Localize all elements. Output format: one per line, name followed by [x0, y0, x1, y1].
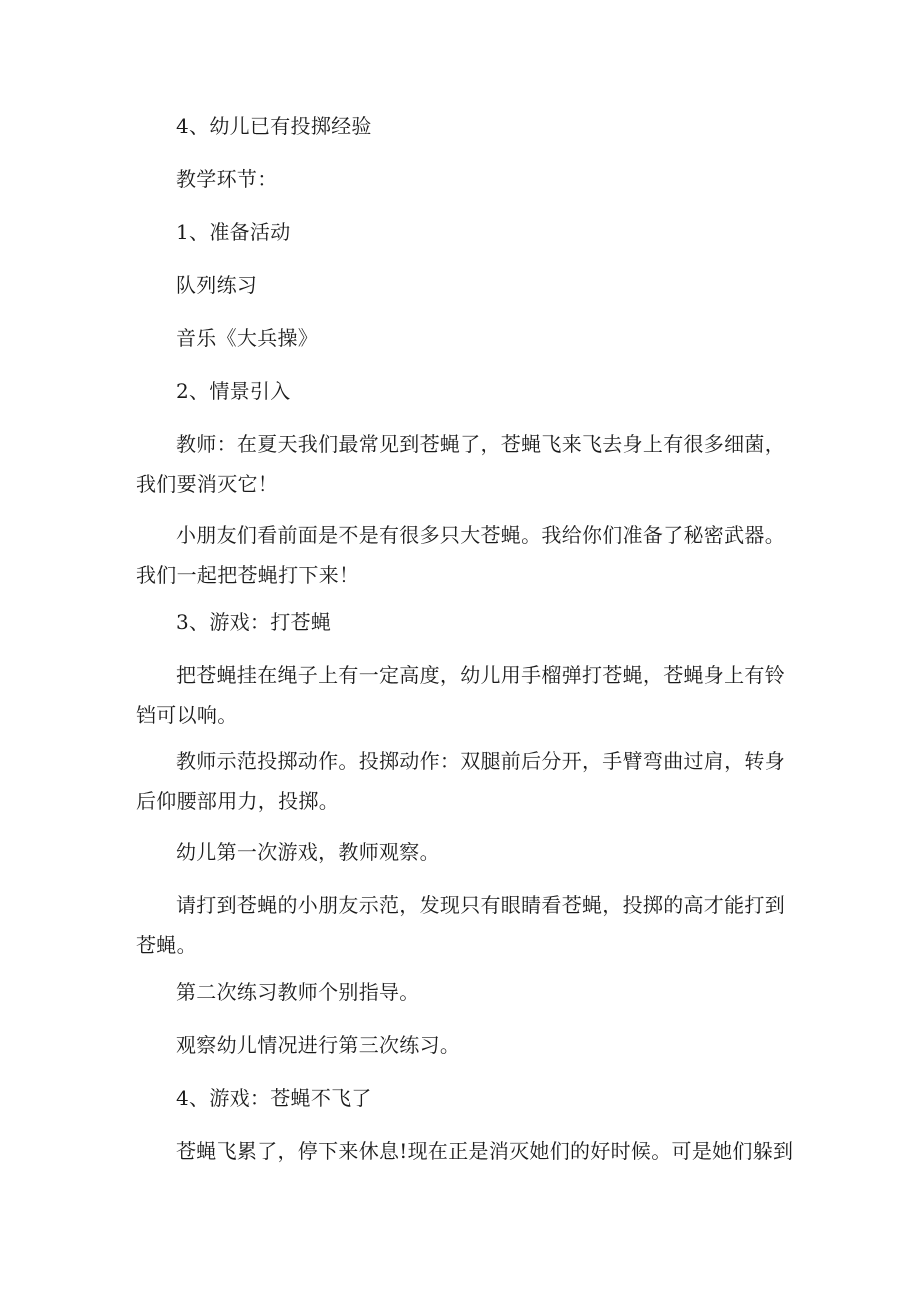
paragraph-flies-tired: 苍蝇飞累了，停下来休息!现在正是消灭她们的好时候。可是她们躲到 [176, 1139, 794, 1163]
paragraph-big-flies: 小朋友们看前面是不是有很多只大苍蝇。我给你们准备了秘密武器。我们一起把苍蝇打下来！ [136, 523, 785, 587]
paragraph-music: 音乐《大兵操》 [176, 326, 319, 350]
paragraph-throw-demo: 教师示范投掷动作。投掷动作：双腿前后分开，手臂弯曲过肩，转身后仰腰部用力，投掷。 [136, 749, 785, 813]
paragraph-hang-flies: 把苍蝇挂在绳子上有一定高度，幼儿用手榴弹打苍蝇，苍蝇身上有铃铛可以响。 [136, 663, 785, 727]
paragraph-game-hit-flies: 3、游戏：打苍蝇 [176, 610, 332, 634]
paragraph-second-practice: 第二次练习教师个别指导。 [176, 980, 420, 1004]
paragraph-game-flies-stop: 4、游戏：苍蝇不飞了 [176, 1086, 372, 1110]
paragraph-teacher-speech: 教师：在夏天我们最常见到苍蝇了，苍蝇飞来飞去身上有很多细菌，我们要消灭它！ [136, 432, 785, 496]
paragraph-child-demo: 请打到苍蝇的小朋友示范，发现只有眼睛看苍蝇，投掷的高才能打到苍蝇。 [136, 893, 785, 957]
paragraph-formation-practice: 队列练习 [176, 273, 258, 297]
paragraph-throwing-experience: 4、幼儿已有投掷经验 [176, 114, 372, 138]
paragraph-third-practice: 观察幼儿情况进行第三次练习。 [176, 1033, 461, 1057]
paragraph-preparation-activity: 1、准备活动 [176, 220, 291, 244]
paragraph-scenario-intro: 2、情景引入 [176, 379, 291, 403]
paragraph-teaching-steps-heading: 教学环节： [176, 167, 278, 191]
paragraph-first-game: 幼儿第一次游戏，教师观察。 [176, 840, 440, 864]
